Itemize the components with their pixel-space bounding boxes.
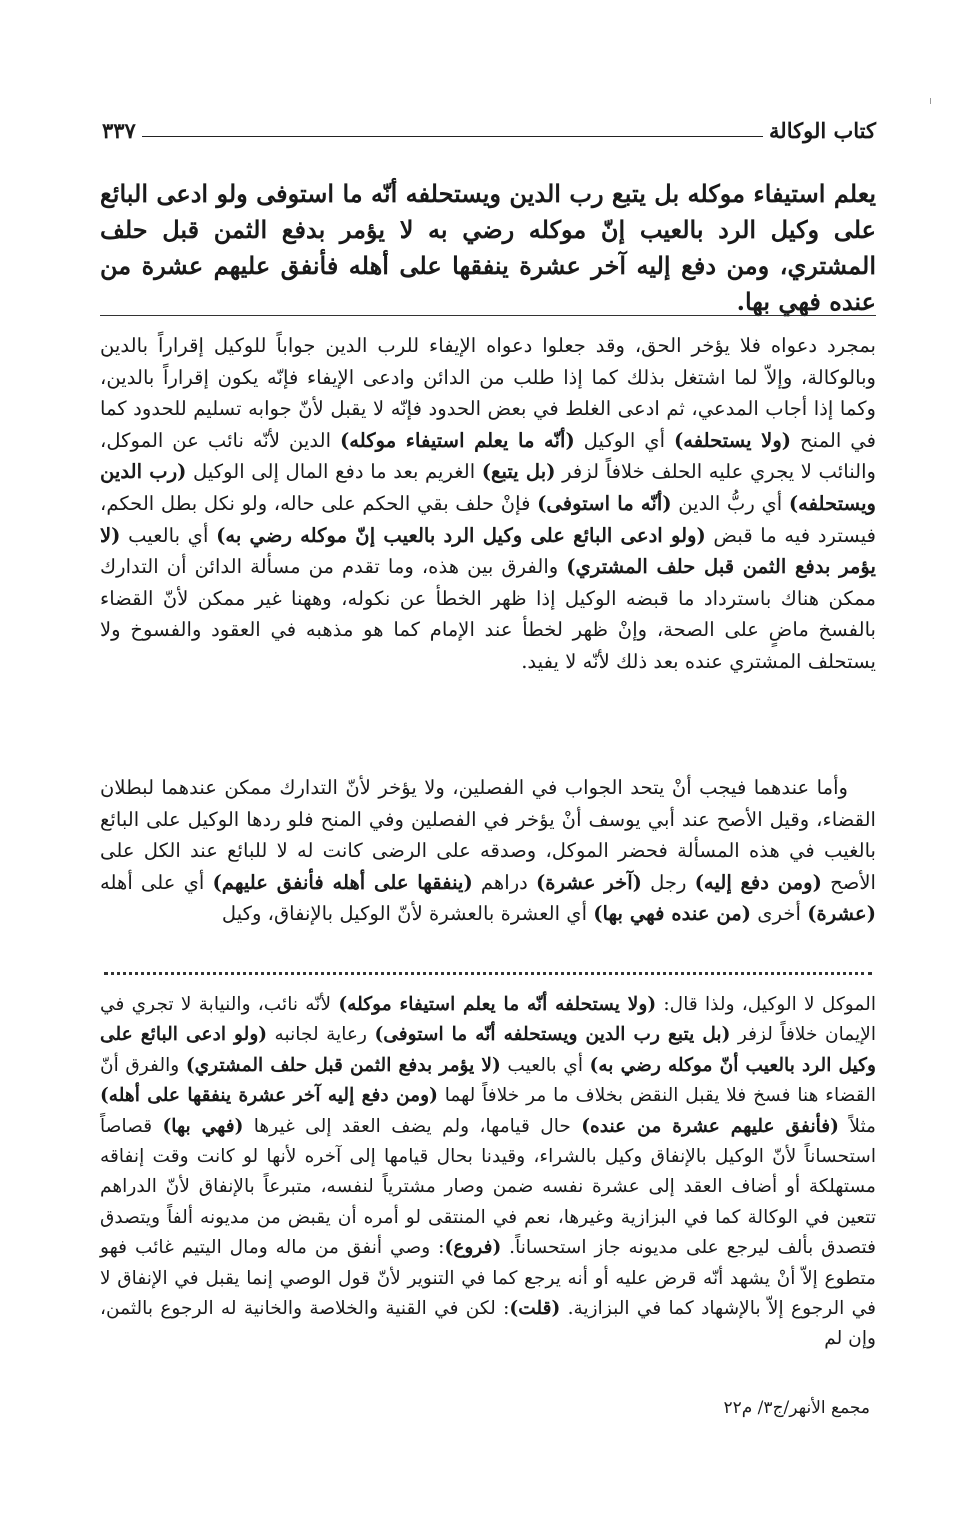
sharh-segment-bold-quote: (عشرة) — [807, 902, 876, 926]
hashiya-segment-bold-quote: (فروع) — [444, 1237, 502, 1259]
sharh-segment-bold-quote: (بل يتبع) — [481, 460, 556, 484]
sharh-segment-bold-quote: (لا يؤمر بدفع الثمن قبل حلف المشتري) — [100, 523, 876, 579]
matn-text: يعلم استيفاء موكله بل يتبع رب الدين ويستحلفه أنّه ما استوفى ولو ادعى البائع على وكيل الرد بالعيب إنّ موكله رضي به لا يؤمر بدفع الثمن قبل حلف المشتري، ومن دفع إليه آخر عشرة ينفقها على أهله فأنفق عليهم عشرة من عنده فهي بها. — [100, 179, 876, 316]
hashiya-segment-text: قصاصاً استحساناً لأنّ الوكيل بالإنفاق وكيل بالشراء، وقيدنا بحال قيامها إلى آخره لأنها لو كانت وقت إنفاقه مستهلكة أو أضاف العقد إلى عشرة نفسه ضمن وصار مشترياً لنفسه، متبرعاً بالإنفاق لأنّ الدراهم تتعين في الوكالة كما في البزازية وغيرها، نعم في المنتقى لو أمره أن يقبض من مديونه ألفاً ويتصدق فتصدق بألف ليرجع على مديونه جاز استحساناً. — [100, 1115, 876, 1259]
hashiya-segment-bold-quote: (ولا يستحلفه أنّه ما يعلم استيفاء موكله) — [338, 994, 657, 1015]
sharh-segment-text: أي العشرة بالعشرة لأنّ الوكيل بالإنفاق، وكيل — [221, 902, 594, 926]
sharh-paragraph-1 — [100, 330, 876, 678]
sharh-segment-text: دراهم — [472, 870, 537, 894]
sharh-segment-text: بمجرد دعواه فلا يؤخر الحق، وقد جعلوا دعواه الإيفاء للرب الدين جواباً للوكيل إقراراً بالدين وبالوكالة، وإلاّ لما اشتغل بذلك كما إذا طلب من الدائن وادعى الإيفاء فإنّه يكون إقراراً بالدين، وكما إذا أجاب المدعي، ثم ادعى الغلط في بعض الحدود فإنّه لا يقبل لأنّ جوابه تسليم للحدود كما في المنح — [100, 334, 876, 452]
hashiya-segment-text: الموكل لا الوكيل، ولذا قال: — [656, 994, 876, 1015]
hashiya-segment-text: مثلاً — [838, 1115, 877, 1137]
matn-divider — [100, 315, 876, 316]
sharh-segment-bold-quote: (ينفقها على أهله فأنفق عليهم) — [212, 870, 473, 894]
hashiya-segment-text: والفرق أنّ القضاء هنا فسخ فلا يقبل النقض بخلاف ما مر خلافاً لهما — [100, 1054, 876, 1107]
sharh-segment-bold-quote: (ولو ادعى البائع على وكيل الرد بالعيب إنّ موكله رضي به) — [216, 523, 706, 547]
page-header — [102, 110, 876, 150]
sharh-segment-text: وأما عندهما فيجب أنْ يتحد الجواب في الفصلين، ولا يؤخر لأنّ التدارك ممكن عندهما لبطلان القضاء، وقيل الأصح عند أبي يوسف أنْ يؤخر في الفصلين وفي المنح فلو ردها الوكيل على البائع بالغيب في هذه المسألة فحضر الموكل، وصدقه على الرضى كانت له لا للبائع عند الكل على الأصح — [100, 776, 876, 894]
chapter-title: كتاب الوكالة — [769, 117, 876, 143]
hashiya-segment-bold-quote: (بل يتبع رب الدين ويستحلفه أنّه ما استوفى) — [374, 1024, 731, 1046]
sharh-segment-text: الدين لأنّه نائب عن الموكل، والنائب لا يجري عليه الحلف خلافاً لزفر — [100, 428, 876, 484]
sharh-segment-text: والفرق بين هذه، وما تقدم من مسألة الدائن أن التدارك ممكن هناك باسترداد ما قبضه الوكيل إذا ظهر الخطأ عن نكوله، وههنا غير ممكن لأنّ القضاء بالفسخ ماضٍ على الصحة، وإنْ ظهر لخطأ عند الإمام كما هو مذهبه في العقود والفسوخ ولا يستحلف المشتري عنده بعد ذلك لأنّه لا يفيد. — [100, 555, 876, 673]
sharh-segment-bold-quote: (آخر عشرة) — [536, 870, 642, 894]
sharh-segment-bold-quote: (أنّه ما استوفى) — [537, 491, 672, 515]
hashiya-text — [100, 990, 876, 1355]
sharh-segment-text: أي على أهله — [100, 870, 213, 894]
hashiya-segment-text: لأنّه نائب، والنيابة لا تجري في الإيمان خلافاً لزفر — [100, 994, 876, 1046]
sharh-segment-text: أخرى — [751, 902, 808, 926]
hashiya-segment-text: أي بالعيب — [500, 1054, 590, 1076]
hashiya-segment-bold-quote: (ولو ادعى البائع على وكيل الرد بالعيب أنّ موكله رضي به) — [100, 1024, 876, 1076]
hashiya-segment-bold-quote: (قلت) — [509, 1298, 561, 1320]
margin-mark — [930, 98, 931, 104]
sharh-segment-text: الغريم بعد ما دفع المال إلى الوكيل — [186, 460, 482, 484]
hashiya-segment-bold-quote: (فهي بها) — [162, 1115, 244, 1137]
sharh-segment-text: أي الوكيل — [574, 428, 674, 452]
dotted-separator — [104, 972, 872, 979]
header-rule — [142, 136, 763, 137]
hashiya-segment-bold-quote: (لا يؤمر بدفع الثمن قبل حلف المشتري) — [185, 1054, 501, 1076]
sharh-segment-text: فإنْ حلف بقي الحكم على حاله، ولو نكل بطل الحكم، فيسترد فيه ما قبض — [100, 491, 876, 547]
hashiya-segment-text: رعاية لجانبه — [267, 1024, 375, 1046]
sharh-segment-text: أي بالعيب — [120, 523, 217, 547]
sharh-segment-bold-quote: (ولا يستحلفه) — [673, 428, 792, 452]
sharh-segment-bold-quote: (أنّه ما يعلم استيفاء موكله) — [340, 428, 575, 452]
hashiya-segment-text: : وصي أنفق من ماله ومال اليتيم غائب فهو متطوع إلاّ أنْ يشهد أنّه قرض عليه أو أنه يرجع كما في التنوير لأنّ قول الوصي إنما يقبل في الإنفاق لا في الرجوع إلاّ بالإشهاد كما في البزازية. — [100, 1237, 876, 1320]
hashiya-segment-text: : لكن في القنية والخلاصة والخانية له الرجوع بالثمن، وإن لم — [100, 1298, 876, 1350]
hashiya-segment-text: حال قيامها، ولم يضف العقد إلى غيرها — [243, 1115, 582, 1137]
hashiya-segment-bold-quote: (ومن دفع إليه آخر عشرة ينفقها على أهله) — [100, 1085, 438, 1107]
sharh-segment-bold-quote: (رب الدين ويستحلفه) — [100, 460, 877, 515]
page-number: ٣٣٧ — [102, 117, 136, 143]
sharh-paragraph-2 — [100, 772, 876, 930]
sharh-segment-bold-quote: (ومن دفع إليه) — [694, 870, 822, 894]
hashiya-segment-bold-quote: (فأنفق عليهم عشرة من عنده) — [581, 1115, 839, 1137]
page-signature: مجمع الأنهر/ج٣/ م٢٢ — [723, 1398, 870, 1418]
sharh-segment-text: رجل — [641, 870, 695, 894]
sharh-segment-text: أي ربُّ الدين — [671, 491, 789, 515]
sharh-segment-bold-quote: (من عنده فهي بها) — [593, 902, 752, 926]
